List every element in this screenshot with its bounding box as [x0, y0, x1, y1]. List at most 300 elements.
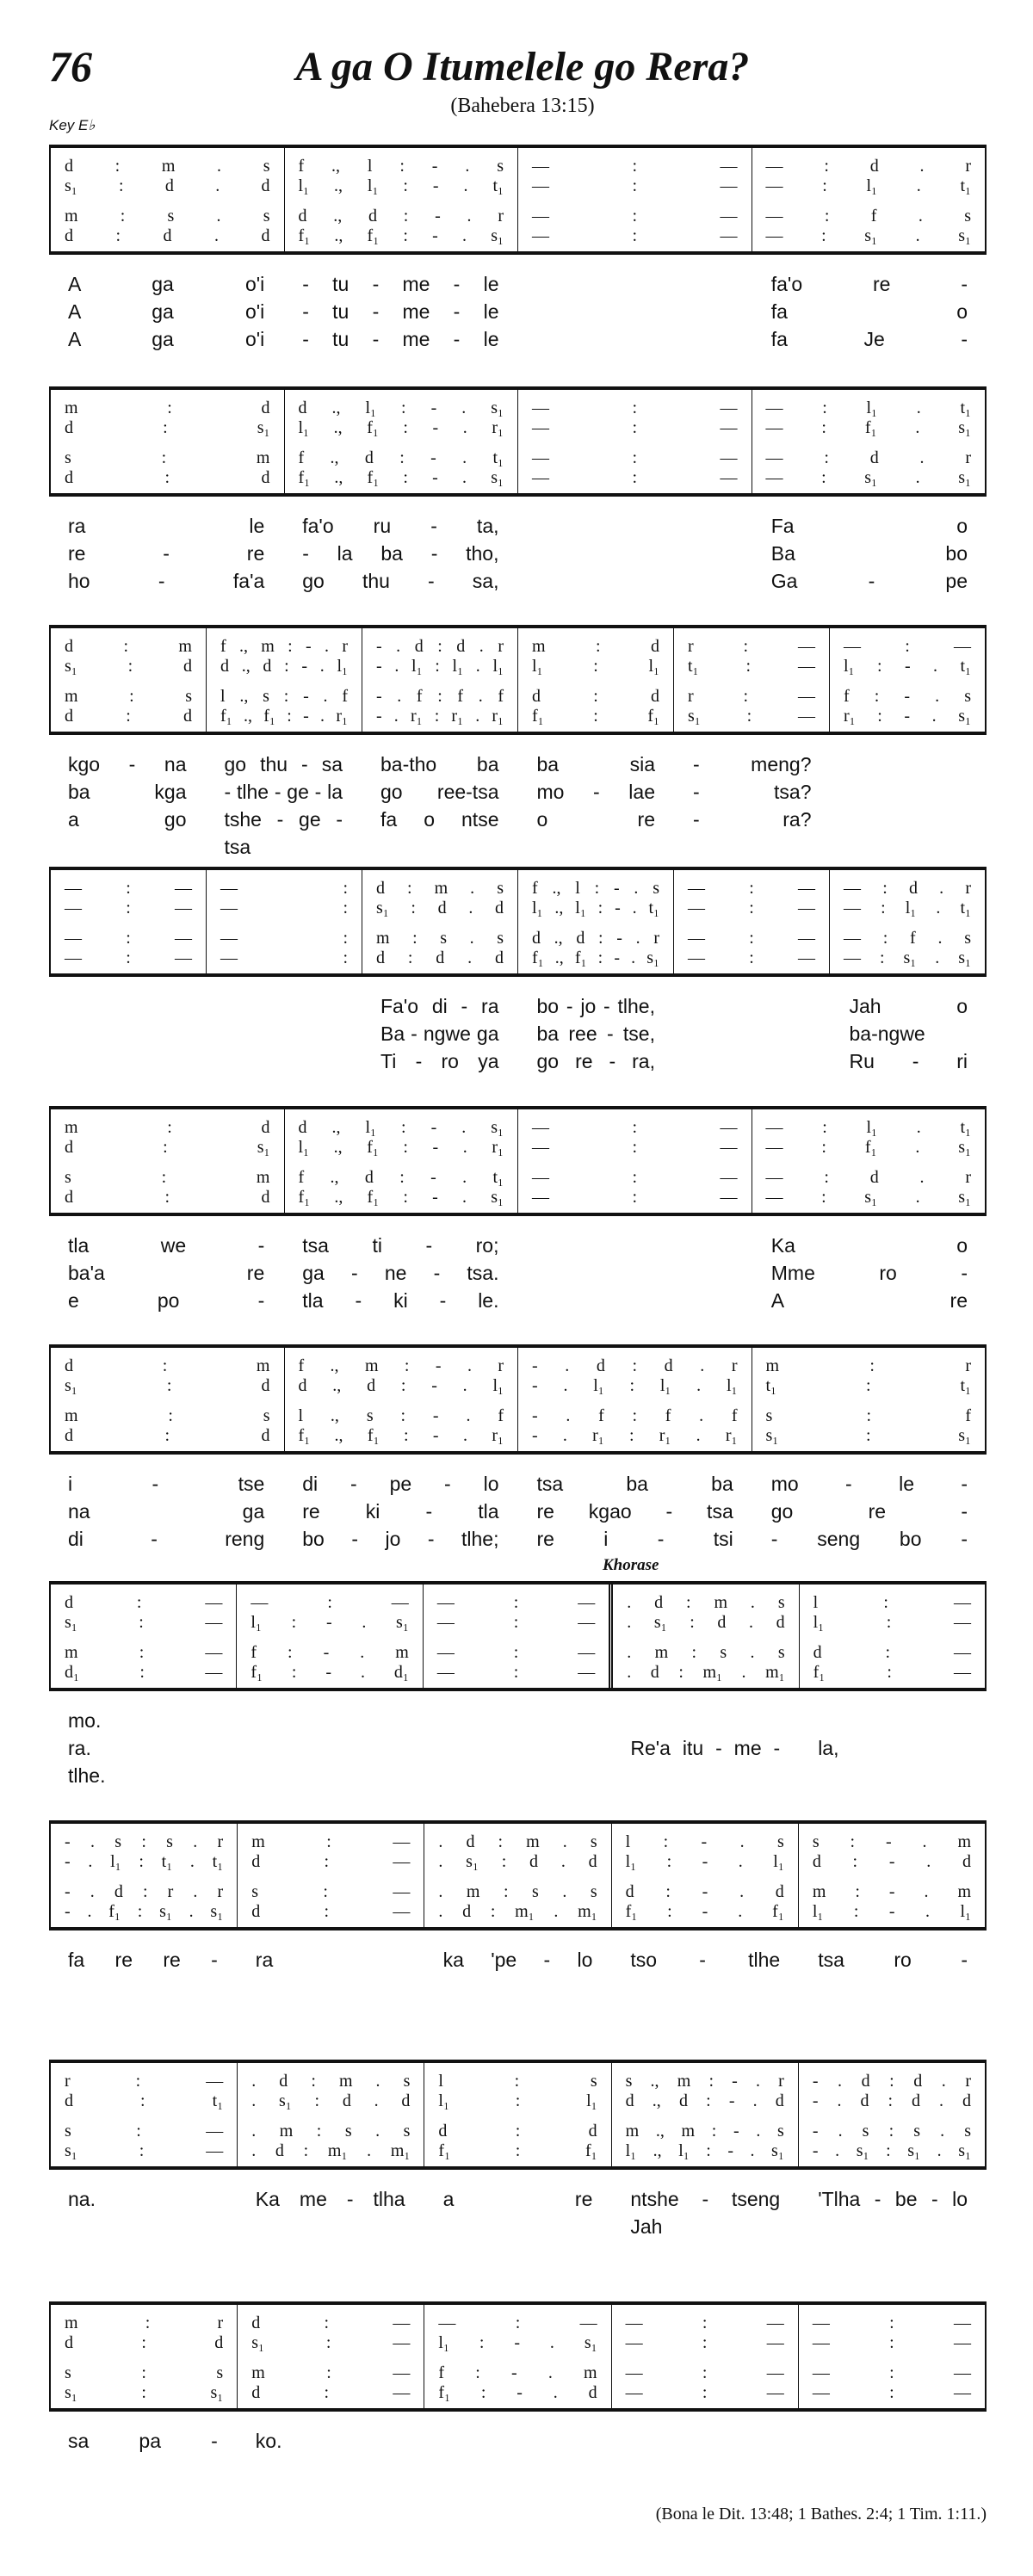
lyric-line — [49, 1762, 987, 1789]
bass-notes: s₁ : s₁ — [65, 2383, 224, 2402]
lyric-segment: a go — [68, 808, 187, 831]
measure — [517, 148, 752, 251]
lyric-segment — [518, 298, 752, 325]
bass-notes: f₁ : - . d — [438, 2383, 597, 2402]
alto-notes: d : s₁ — [65, 1138, 270, 1157]
alto-notes: l₁ ., l₁ : - . t₁ — [298, 176, 504, 195]
alto-notes: — : — — [532, 176, 738, 195]
soprano-notes: - . d : d . r — [532, 1356, 738, 1375]
footer-references: (Bona le Dit. 13:48; 1 Bathes. 2:4; 1 Tim. 1:11.) — [655, 2505, 987, 2523]
lyric-line — [49, 1946, 987, 1974]
alto-notes: l₁ ., f₁ : - . r₁ — [298, 418, 504, 437]
lyric-segment: fa'o ru - ta, — [302, 515, 499, 537]
lyric-segment: - tu - me - le — [302, 300, 499, 323]
bass-notes: — : s₁ . s₁ — [844, 948, 971, 967]
tenor-notes: r : — — [688, 687, 815, 706]
lyric-segment: la, — [818, 1737, 839, 1759]
alto-notes: — : — — [532, 1138, 738, 1157]
lyric-segment: tso - tlhe — [630, 1949, 781, 1971]
measure — [752, 148, 986, 251]
lyric-segment — [518, 567, 752, 595]
lyrics — [49, 512, 987, 595]
lyric-segment: Ru - ri — [849, 1050, 968, 1072]
bass-notes: f₁ ., f₁ : - . r₁ — [298, 1426, 504, 1445]
bass-notes: f₁ ., f₁ : - . r₁ — [220, 707, 348, 726]
soprano-notes: f ., l : - . s — [298, 157, 504, 176]
lyric-segment: di - pe - lo — [302, 1473, 499, 1495]
music-system — [49, 1106, 987, 1314]
lyric-segment: fa re re - — [68, 1949, 218, 1971]
bass-notes: f₁ ., f₁ : - . s₁ — [298, 226, 504, 245]
soprano-notes: — : — — [436, 1593, 596, 1612]
lyric-segment: i - tse — [68, 1473, 265, 1495]
lyric-segment — [206, 1047, 362, 1075]
alto-notes: s₁ : d — [65, 657, 192, 676]
measure — [609, 1585, 798, 1688]
lyric-segment — [674, 992, 831, 1020]
lyric-segment — [518, 270, 752, 298]
alto-notes: d : - . d — [812, 1852, 972, 1871]
bass-notes: - . r₁ : r₁ . r₁ — [532, 1426, 738, 1445]
lyric-segment: tsa ti - ro; — [302, 1234, 499, 1257]
tenor-notes: — : — — [812, 2363, 972, 2382]
soprano-notes: m : d — [532, 637, 659, 656]
alto-notes: — : l₁ . t₁ — [844, 899, 971, 917]
alto-notes: d : — — [251, 1852, 411, 1871]
lyric-segment: re - re — [68, 542, 265, 565]
lyric-segment: - tsa? — [693, 781, 812, 803]
tenor-notes: f : - . m — [251, 1643, 409, 1662]
soprano-notes: d ., l₁ : - . s₁ — [298, 398, 504, 417]
music-system — [49, 867, 987, 1075]
lyric-segment: Ga - pe — [770, 570, 968, 592]
lyric-segment: ntshe - tseng Jah — [630, 2188, 781, 2238]
bass-notes: — : — — [532, 226, 738, 245]
lyric-segment — [237, 1762, 424, 1789]
lyric-line — [49, 1498, 987, 1525]
bass-notes: f₁ : - . f₁ — [625, 1902, 784, 1921]
alto-notes: d ., d : - . d — [625, 2091, 784, 2110]
tenor-notes: m : - . m — [812, 1882, 972, 1901]
measure — [799, 1585, 985, 1688]
soprano-notes: — : — — [844, 637, 971, 656]
lyrics — [49, 270, 987, 353]
bass-notes: d : d — [65, 1426, 270, 1445]
measure — [829, 870, 985, 973]
soprano-notes: — : — — [625, 2313, 784, 2332]
lyric-segment — [206, 992, 362, 1020]
lyric-segment: - tlhe - ge - la — [224, 781, 343, 803]
measure — [517, 390, 752, 493]
bass-notes: — : s₁ . s₁ — [765, 1188, 971, 1207]
bass-notes: f₁ ., f₁ : - . s₁ — [532, 948, 659, 967]
bass-notes: - . s₁ : s₁ . s₁ — [812, 2141, 972, 2160]
tenor-notes: m : s — [65, 1406, 270, 1425]
lyric-segment: Fa o — [770, 515, 968, 537]
sol-fa-staff — [49, 625, 987, 735]
bass-notes: f₁ ., f₁ : - . s₁ — [298, 468, 504, 487]
soprano-notes: — : — [220, 879, 348, 898]
bass-notes: . d : m₁ . m₁ — [438, 1902, 597, 1921]
lyric-line — [49, 325, 987, 353]
tenor-notes: d : — — [813, 1643, 972, 1662]
alto-notes: d : d — [65, 2333, 224, 2352]
soprano-notes: — : — — [532, 1118, 738, 1137]
bass-notes: d : d — [65, 1188, 270, 1207]
lyric-segment: go re - ra, — [536, 1050, 655, 1072]
measure — [673, 628, 829, 732]
measure — [611, 2305, 798, 2408]
lyric-segment — [611, 1762, 799, 1789]
bass-notes: d : d — [65, 468, 270, 487]
lyric-segment — [237, 1734, 424, 1762]
lyric-segment: na. — [68, 2188, 96, 2210]
lyric-segment — [49, 1020, 206, 1047]
chorus-label: Khorase — [603, 1556, 659, 1574]
measure — [51, 148, 284, 251]
bass-notes: — : — — [65, 948, 192, 967]
music-system — [49, 145, 987, 353]
bass-notes: — : — — [436, 1663, 596, 1682]
lyric-segment: A ga o'i — [68, 328, 265, 350]
tenor-notes: — : — — [688, 929, 815, 948]
lyrics — [49, 751, 987, 858]
bass-notes: s₁ : — — [65, 2141, 224, 2160]
music-system — [49, 1581, 987, 1789]
tenor-notes: s : m — [65, 1168, 270, 1187]
alto-notes: s₁ : d . d — [65, 176, 270, 195]
measure — [51, 1824, 237, 1927]
music-system — [49, 386, 987, 595]
alto-notes: — : — — [436, 1613, 596, 1632]
measure — [798, 1824, 985, 1927]
alto-notes: l₁ : - . t₁ — [844, 657, 971, 676]
measure — [423, 1585, 609, 1688]
tenor-notes: s : m — [65, 448, 270, 467]
key-signature: Key E♭ — [49, 117, 96, 133]
lyric-segment: o re — [536, 808, 655, 831]
lyric-segment: go thu - sa — [224, 753, 343, 775]
alto-notes: — : — [220, 899, 348, 917]
tenor-notes: l ., s : - . f — [220, 687, 348, 706]
soprano-notes: d ., l₁ : - . s₁ — [298, 1118, 504, 1137]
sol-fa-staff — [49, 2060, 987, 2170]
lyric-segment: ko. — [255, 2430, 282, 2452]
lyric-line — [49, 270, 987, 298]
measure — [611, 1824, 798, 1927]
bass-notes: f₁ : f₁ — [532, 707, 659, 726]
tenor-notes: s : s — [65, 2363, 224, 2382]
lyric-segment: - la ba - tho, — [302, 542, 499, 565]
tenor-notes: - . f : f . f — [376, 687, 504, 706]
alto-notes: — : f₁ . s₁ — [765, 1138, 971, 1157]
alto-notes: l₁ : - . l₁ — [625, 1852, 784, 1871]
measure — [284, 1109, 518, 1213]
sol-fa-staff — [49, 2301, 987, 2412]
lyric-segment — [424, 1734, 612, 1762]
soprano-notes: r : — — [65, 2072, 224, 2091]
measure — [237, 1824, 424, 1927]
lyric-line — [49, 1525, 987, 1553]
soprano-notes: l : — — [813, 1593, 972, 1612]
lyric-segment: tshe - ge - tsa — [224, 808, 343, 858]
bass-notes: l₁ : - . l₁ — [812, 1902, 972, 1921]
lyric-segment — [518, 325, 752, 353]
lyric-segment — [49, 992, 206, 1020]
lyric-line — [49, 1259, 987, 1287]
lyric-segment: go thu - sa, — [302, 570, 499, 592]
lyric-segment: - ra? — [693, 808, 812, 831]
measure — [798, 2063, 985, 2166]
scripture-reference: (Bahebera 13:15) — [450, 95, 595, 117]
lyric-segment: fa Je - — [770, 328, 968, 350]
alto-notes: d ., d : - . l₁ — [298, 1376, 504, 1395]
tenor-notes: . m : s . s — [438, 1882, 597, 1901]
tenor-notes: m : — — [65, 1643, 223, 1662]
lyric-segment: ba-tho ba — [380, 753, 499, 775]
lyric-segment: Ba bo — [770, 542, 968, 565]
bass-notes: — : — — [812, 2383, 972, 2402]
bass-notes: — : — — [532, 468, 738, 487]
measure — [517, 870, 673, 973]
alto-notes: s₁ : — — [65, 1613, 223, 1632]
bass-notes: — : — — [688, 948, 815, 967]
lyric-segment — [831, 751, 987, 778]
lyric-segment: bo - jo - tlhe; — [302, 1528, 499, 1550]
lyric-line — [49, 751, 987, 778]
tenor-notes: f ., d : - . t₁ — [298, 1168, 504, 1187]
bass-notes: - . r₁ : r₁ . r₁ — [376, 707, 504, 726]
soprano-notes: — : l₁ . t₁ — [765, 1118, 971, 1137]
tenor-notes: — : d . r — [765, 1168, 971, 1187]
lyric-segment — [674, 1047, 831, 1075]
bass-notes: d : d . d — [376, 948, 504, 967]
lyric-segment — [424, 1707, 612, 1734]
lyric-line — [49, 1707, 987, 1734]
alto-notes: l₁ : l₁ — [532, 657, 659, 676]
tenor-notes: f ., d : - . t₁ — [298, 448, 504, 467]
lyric-segment: ba'a re — [68, 1262, 265, 1284]
tenor-notes: d : d — [532, 687, 659, 706]
alto-notes: — : — — [65, 899, 192, 917]
lyric-segment: Re'a itu - me - — [630, 1737, 781, 1759]
lyric-segment: re kgao - tsa — [536, 1500, 733, 1523]
soprano-notes: . d : m . s — [251, 2072, 411, 2091]
tenor-notes: — : — — [532, 207, 738, 225]
measure — [517, 628, 673, 732]
lyric-line — [49, 512, 987, 540]
music-system — [49, 2301, 987, 2455]
measure — [236, 1585, 422, 1688]
alto-notes: l₁ : — — [813, 1613, 972, 1632]
lyric-segment — [799, 2427, 987, 2455]
music-system — [49, 1344, 987, 1553]
alto-notes: s₁ : d . d — [376, 899, 504, 917]
soprano-notes: m : d — [65, 1118, 270, 1137]
tenor-notes: — : — — [625, 2363, 784, 2382]
tenor-notes: m : s — [65, 687, 192, 706]
soprano-notes: — : — — [251, 1593, 409, 1612]
measure — [611, 2063, 798, 2166]
lyric-segment: ho - fa'a — [68, 570, 265, 592]
lyric-line — [49, 806, 987, 858]
tenor-notes: l ., s : - . f — [298, 1406, 504, 1425]
measure — [424, 2305, 610, 2408]
sol-fa-staff — [49, 1344, 987, 1455]
sol-fa-staff — [49, 1820, 987, 1930]
soprano-notes: — : — — [688, 879, 815, 898]
lyric-segment: Ka me - tlha — [255, 2188, 405, 2210]
soprano-notes: - . s : s . r — [65, 1832, 224, 1851]
lyric-segment — [799, 1707, 987, 1734]
tenor-notes: d : - . d — [625, 1882, 784, 1901]
lyric-line — [49, 1734, 987, 1762]
measure — [51, 628, 206, 732]
tenor-notes: f : - . m — [438, 2363, 597, 2382]
bass-notes: d : d . d — [65, 226, 270, 245]
alto-notes: l₁ : l₁ — [438, 2091, 597, 2110]
measure — [51, 1348, 284, 1451]
soprano-notes: — : — — [65, 879, 192, 898]
soprano-notes: f ., m : - . r — [298, 1356, 504, 1375]
lyric-segment: fa o ntse — [380, 808, 499, 831]
alto-notes: - . d : d . d — [812, 2091, 972, 2110]
lyric-segment: re ki - tla — [302, 1500, 499, 1523]
soprano-notes: — : d . r — [765, 157, 971, 176]
alto-notes: . s₁ : d . d — [251, 2091, 411, 2110]
lyric-segment: re i - tsi — [536, 1528, 733, 1550]
measure — [284, 148, 518, 251]
lyric-segment: mo - lae — [536, 781, 655, 803]
tenor-notes: d ., d : - . r — [298, 207, 504, 225]
alto-notes: — : — — [625, 2333, 784, 2352]
measure — [517, 1109, 752, 1213]
lyrics — [49, 1232, 987, 1314]
soprano-notes: f ., l : - . s — [532, 879, 659, 898]
lyric-segment — [674, 1020, 831, 1047]
bass-notes: - . f₁ : s₁ . s₁ — [65, 1902, 224, 1921]
bass-notes: s₁ : s₁ — [765, 1426, 971, 1445]
bass-notes: f₁ : f₁ — [438, 2141, 597, 2160]
soprano-notes: — : — — [532, 157, 738, 176]
bass-notes: . d : m₁ . m₁ — [627, 1663, 785, 1682]
alto-notes: . s₁ : d . d — [627, 1613, 785, 1632]
soprano-notes: . d : m . s — [627, 1593, 785, 1612]
lyrics — [49, 1470, 987, 1553]
sol-fa-staff — [49, 1581, 987, 1691]
lyric-segment: ba kga — [68, 781, 187, 803]
measure — [51, 390, 284, 493]
soprano-notes: — : — — [812, 2313, 972, 2332]
lyric-segment: Fa'o di - ra — [380, 995, 499, 1017]
bass-notes: — : — [220, 948, 348, 967]
lyric-line — [49, 2427, 987, 2455]
sol-fa-staff — [49, 145, 987, 255]
lyric-segment — [237, 1707, 424, 1734]
tenor-notes: s : f — [765, 1406, 971, 1425]
lyric-segment: A re — [770, 1289, 968, 1312]
tenor-notes: — : — — [532, 1168, 738, 1187]
lyric-segment: 'Tlha - be - lo — [818, 2188, 968, 2210]
measure — [284, 390, 518, 493]
lyric-segment — [831, 778, 987, 806]
hymn-title: A ga O Itumelele go Rera? — [295, 44, 750, 90]
lyrics — [49, 992, 987, 1075]
lyric-segment: - seng bo - — [770, 1528, 968, 1550]
bass-notes: l₁ ., l₁ : - . s₁ — [625, 2141, 784, 2160]
lyric-segment: Ka o — [770, 1234, 968, 1257]
lyric-segment: - tu - me - le — [302, 328, 499, 350]
measure — [362, 628, 517, 732]
lyric-segment: tlhe. — [68, 1764, 106, 1787]
lyric-segment: sa pa - — [68, 2430, 218, 2452]
lyric-segment: fa'o re - — [770, 273, 968, 295]
tenor-notes: — : d . r — [765, 448, 971, 467]
bass-notes: — : — — [625, 2383, 784, 2402]
lyric-segment: - tu - me - le — [302, 273, 499, 295]
bass-notes: f₁ : - . d₁ — [251, 1663, 409, 1682]
lyric-line — [49, 1047, 987, 1075]
lyric-segment — [611, 1707, 799, 1734]
lyric-segment: ga - ne - tsa. — [302, 1262, 499, 1284]
tenor-notes: m : s . s — [65, 207, 270, 225]
soprano-notes: s : - . m — [812, 1832, 972, 1851]
lyric-segment: a re — [442, 2188, 593, 2210]
bass-notes: d : d — [65, 707, 192, 726]
bass-notes: — : — — [532, 1188, 738, 1207]
tenor-notes: - . d : r . r — [65, 1882, 224, 1901]
lyrics — [49, 2185, 987, 2238]
soprano-notes: s ., m : - . r — [625, 2072, 784, 2091]
tenor-notes: f : - . s — [844, 687, 971, 706]
bass-notes: r₁ : - . s₁ — [844, 707, 971, 726]
music-system — [49, 625, 987, 858]
sol-fa-staff — [49, 867, 987, 977]
lyric-segment: go ree-tsa — [380, 781, 499, 803]
tenor-notes: m ., m : - . s — [625, 2122, 784, 2140]
soprano-notes: d : m . s — [65, 157, 270, 176]
soprano-notes: d : m . s — [376, 879, 504, 898]
lyric-line — [49, 1470, 987, 1498]
tenor-notes: - . s : s . s — [812, 2122, 972, 2140]
bass-notes: d : — — [251, 2383, 411, 2402]
measure — [51, 1585, 236, 1688]
bass-notes: — : s₁ . s₁ — [765, 468, 971, 487]
bass-notes: . d : m₁ . m₁ — [251, 2141, 411, 2160]
alto-notes: t₁ : — — [688, 657, 815, 676]
measure — [517, 1348, 752, 1451]
lyric-segment: ra. — [68, 1737, 91, 1759]
soprano-notes: d : m — [65, 637, 192, 656]
soprano-notes: d : m — [65, 1356, 270, 1375]
lyric-segment: ba sia — [536, 753, 655, 775]
lyric-segment: tsa ba ba — [536, 1473, 733, 1495]
soprano-notes: r : — — [688, 637, 815, 656]
music-system — [49, 1820, 987, 1974]
tenor-notes: — : f . s — [765, 207, 971, 225]
measure — [424, 2063, 610, 2166]
measure — [829, 628, 985, 732]
lyric-segment — [518, 540, 752, 567]
soprano-notes: . d : m . s — [438, 1832, 597, 1851]
measure — [798, 2305, 985, 2408]
tenor-notes: — : — [220, 929, 348, 948]
lyric-segment: fa o — [770, 300, 968, 323]
lyric-line — [49, 778, 987, 806]
alto-notes: — : f₁ . s₁ — [765, 418, 971, 437]
alto-notes: - . l₁ : l₁ . l₁ — [532, 1376, 738, 1395]
lyric-line — [49, 2185, 987, 2238]
